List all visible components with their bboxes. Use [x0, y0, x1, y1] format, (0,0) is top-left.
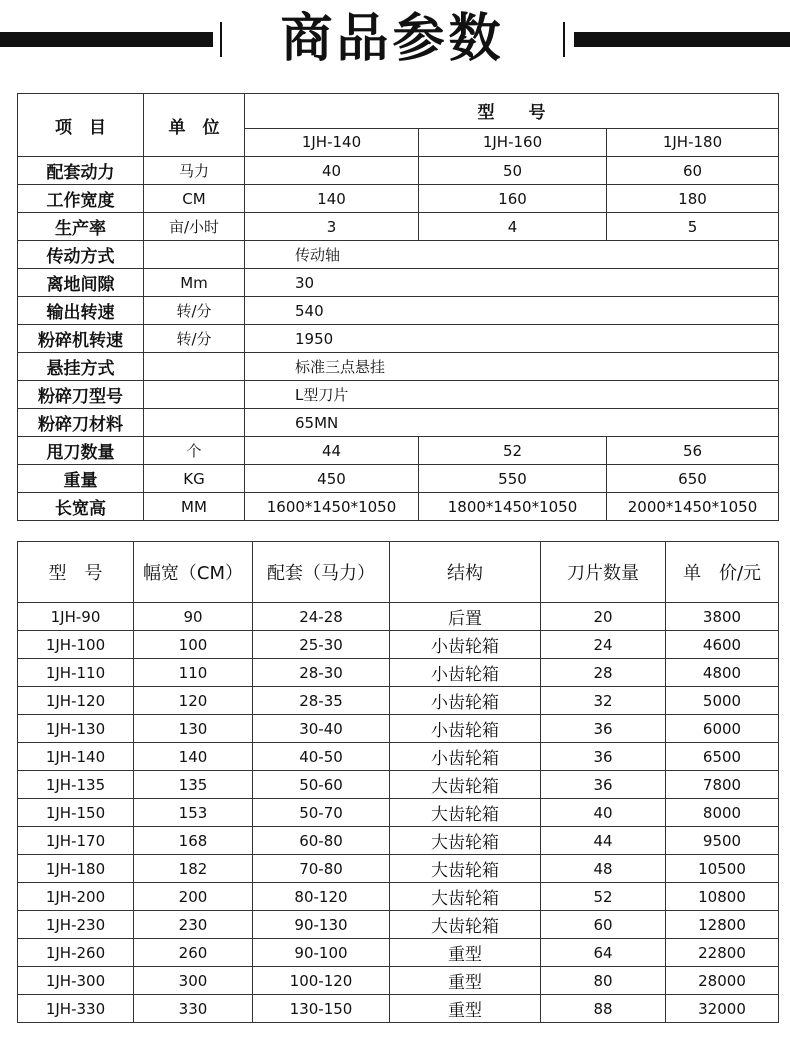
spec-value-merged: 540: [245, 297, 779, 325]
price-row: [18, 631, 779, 659]
spec-unit: MM: [144, 493, 245, 521]
price-cell: 后置: [390, 603, 541, 631]
price-cell: 10500: [666, 855, 779, 883]
price-cell: 230: [134, 911, 253, 939]
spec-value: 3: [245, 213, 419, 241]
price-row: [18, 883, 779, 911]
price-row: [18, 995, 779, 1023]
spec-value: 1600*1450*1050: [245, 493, 419, 521]
header-tick-right: [563, 22, 565, 57]
price-cell: 50-70: [253, 799, 390, 827]
price-cell: 260: [134, 939, 253, 967]
price-cell: 135: [134, 771, 253, 799]
price-cell: 大齿轮箱: [390, 827, 541, 855]
price-cell: 32: [541, 687, 666, 715]
spec-value: 2000*1450*1050: [607, 493, 779, 521]
spec-value-merged: 65MN: [245, 409, 779, 437]
spec-row: [18, 409, 779, 437]
price-row: [18, 687, 779, 715]
price-row: [18, 715, 779, 743]
price-cell: 大齿轮箱: [390, 855, 541, 883]
price-row: [18, 827, 779, 855]
price-cell: 100-120: [253, 967, 390, 995]
price-cell: 36: [541, 771, 666, 799]
spec-value: 140: [245, 185, 419, 213]
spec-value: 50: [419, 157, 607, 185]
price-cell: 小齿轮箱: [390, 687, 541, 715]
price-cell: 25-30: [253, 631, 390, 659]
spec-label: 悬挂方式: [18, 353, 144, 381]
price-cell: 32000: [666, 995, 779, 1023]
price-cell: 重型: [390, 967, 541, 995]
spec-model-header: 型 号: [245, 94, 779, 129]
price-row: [18, 743, 779, 771]
price-cell: 130: [134, 715, 253, 743]
spec-label: 粉碎机转速: [18, 325, 144, 353]
spec-label: 工作宽度: [18, 185, 144, 213]
price-cell: 130-150: [253, 995, 390, 1023]
price-cell: 6500: [666, 743, 779, 771]
price-cell: 90-130: [253, 911, 390, 939]
spec-value: 44: [245, 437, 419, 465]
price-row: [18, 771, 779, 799]
price-cell: 22800: [666, 939, 779, 967]
spec-label: 重量: [18, 465, 144, 493]
spec-header-row: [18, 94, 779, 129]
spec-unit: [144, 241, 245, 269]
price-header-row: [18, 542, 779, 603]
price-column-header: 型 号: [18, 542, 134, 603]
spec-unit: 转/分: [144, 297, 245, 325]
spec-unit: [144, 381, 245, 409]
price-cell: 168: [134, 827, 253, 855]
spec-unit: [144, 409, 245, 437]
spec-unit: Mm: [144, 269, 245, 297]
price-column-header: 幅宽（CM）: [134, 542, 253, 603]
price-cell: 90-100: [253, 939, 390, 967]
spec-label: 粉碎刀材料: [18, 409, 144, 437]
price-cell: 1JH-150: [18, 799, 134, 827]
spec-unit: CM: [144, 185, 245, 213]
price-column-header: 配套（马力）: [253, 542, 390, 603]
spec-value-merged: 传动轴: [245, 241, 779, 269]
price-cell: 120: [134, 687, 253, 715]
spec-value: 4: [419, 213, 607, 241]
spec-label: 粉碎刀型号: [18, 381, 144, 409]
spec-row: [18, 297, 779, 325]
price-cell: 4800: [666, 659, 779, 687]
price-cell: 小齿轮箱: [390, 743, 541, 771]
price-cell: 4600: [666, 631, 779, 659]
price-cell: 90: [134, 603, 253, 631]
price-cell: 1JH-180: [18, 855, 134, 883]
spec-value: 650: [607, 465, 779, 493]
spec-value: 60: [607, 157, 779, 185]
spec-row: [18, 185, 779, 213]
spec-model-3: 1JH-180: [607, 128, 779, 156]
price-cell: 30-40: [253, 715, 390, 743]
spec-row: [18, 157, 779, 185]
price-cell: 182: [134, 855, 253, 883]
price-cell: 100: [134, 631, 253, 659]
price-cell: 40-50: [253, 743, 390, 771]
price-cell: 大齿轮箱: [390, 911, 541, 939]
price-cell: 大齿轮箱: [390, 883, 541, 911]
price-cell: 20: [541, 603, 666, 631]
price-cell: 50-60: [253, 771, 390, 799]
price-cell: 52: [541, 883, 666, 911]
price-cell: 28: [541, 659, 666, 687]
price-cell: 3800: [666, 603, 779, 631]
spec-value: 40: [245, 157, 419, 185]
price-cell: 1JH-90: [18, 603, 134, 631]
price-cell: 44: [541, 827, 666, 855]
price-column-header: 结构: [390, 542, 541, 603]
spec-model-2: 1JH-160: [419, 128, 607, 156]
spec-label: 甩刀数量: [18, 437, 144, 465]
spec-unit: 亩/小时: [144, 213, 245, 241]
price-row: [18, 939, 779, 967]
spec-value-merged: 标准三点悬挂: [245, 353, 779, 381]
price-cell: 小齿轮箱: [390, 631, 541, 659]
spec-unit: 个: [144, 437, 245, 465]
price-cell: 28-35: [253, 687, 390, 715]
price-cell: 5000: [666, 687, 779, 715]
spec-row: [18, 465, 779, 493]
price-cell: 1JH-135: [18, 771, 134, 799]
spec-unit: 马力: [144, 157, 245, 185]
price-cell: 36: [541, 743, 666, 771]
spec-value: 550: [419, 465, 607, 493]
price-cell: 330: [134, 995, 253, 1023]
header-bar-right: [574, 32, 790, 47]
price-cell: 140: [134, 743, 253, 771]
spec-row: [18, 493, 779, 521]
price-column-header: 单 价/元: [666, 542, 779, 603]
spec-value: 52: [419, 437, 607, 465]
price-cell: 40: [541, 799, 666, 827]
price-cell: 1JH-330: [18, 995, 134, 1023]
page-header: [0, 0, 790, 80]
price-column-header: 刀片数量: [541, 542, 666, 603]
price-cell: 8000: [666, 799, 779, 827]
price-cell: 88: [541, 995, 666, 1023]
price-cell: 28-30: [253, 659, 390, 687]
spec-label: 输出转速: [18, 297, 144, 325]
price-row: [18, 603, 779, 631]
price-cell: 200: [134, 883, 253, 911]
spec-value-merged: 1950: [245, 325, 779, 353]
price-cell: 110: [134, 659, 253, 687]
spec-value-merged: 30: [245, 269, 779, 297]
spec-label: 传动方式: [18, 241, 144, 269]
price-cell: 重型: [390, 995, 541, 1023]
price-cell: 12800: [666, 911, 779, 939]
spec-row: [18, 437, 779, 465]
spec-row: [18, 269, 779, 297]
price-cell: 1JH-120: [18, 687, 134, 715]
spec-unit-header: 单 位: [144, 94, 245, 157]
price-row: [18, 911, 779, 939]
spec-value-merged: L型刀片: [245, 381, 779, 409]
price-cell: 1JH-100: [18, 631, 134, 659]
spec-label: 生产率: [18, 213, 144, 241]
price-cell: 10800: [666, 883, 779, 911]
price-cell: 1JH-260: [18, 939, 134, 967]
spec-label: 长宽高: [18, 493, 144, 521]
spec-row: [18, 381, 779, 409]
price-cell: 1JH-140: [18, 743, 134, 771]
spec-value: 5: [607, 213, 779, 241]
spec-row: [18, 213, 779, 241]
spec-value: 160: [419, 185, 607, 213]
price-row: [18, 799, 779, 827]
price-cell: 1JH-130: [18, 715, 134, 743]
spec-model-1: 1JH-140: [245, 128, 419, 156]
spec-row: [18, 241, 779, 269]
price-cell: 80-120: [253, 883, 390, 911]
price-cell: 7800: [666, 771, 779, 799]
price-cell: 1JH-200: [18, 883, 134, 911]
spec-unit: KG: [144, 465, 245, 493]
price-cell: 28000: [666, 967, 779, 995]
header-bar-left: [0, 32, 213, 47]
price-cell: 小齿轮箱: [390, 659, 541, 687]
price-cell: 48: [541, 855, 666, 883]
price-cell: 重型: [390, 939, 541, 967]
price-cell: 64: [541, 939, 666, 967]
price-cell: 大齿轮箱: [390, 799, 541, 827]
price-cell: 60-80: [253, 827, 390, 855]
spec-unit: 转/分: [144, 325, 245, 353]
price-cell: 大齿轮箱: [390, 771, 541, 799]
spec-value: 1800*1450*1050: [419, 493, 607, 521]
spec-value: 180: [607, 185, 779, 213]
price-cell: 6000: [666, 715, 779, 743]
price-cell: 24-28: [253, 603, 390, 631]
price-row: [18, 967, 779, 995]
spec-table: [17, 93, 779, 521]
page-title: 商品参数: [280, 9, 505, 69]
spec-label: 配套动力: [18, 157, 144, 185]
price-cell: 24: [541, 631, 666, 659]
spec-row: [18, 325, 779, 353]
price-cell: 300: [134, 967, 253, 995]
price-cell: 153: [134, 799, 253, 827]
spec-item-header: 项 目: [18, 94, 144, 157]
spec-value: 56: [607, 437, 779, 465]
spec-label: 离地间隙: [18, 269, 144, 297]
price-cell: 小齿轮箱: [390, 715, 541, 743]
spec-row: [18, 353, 779, 381]
spec-value: 450: [245, 465, 419, 493]
price-table: [17, 541, 779, 1023]
price-cell: 60: [541, 911, 666, 939]
spec-unit: [144, 353, 245, 381]
price-cell: 9500: [666, 827, 779, 855]
price-cell: 80: [541, 967, 666, 995]
price-row: [18, 659, 779, 687]
price-cell: 1JH-230: [18, 911, 134, 939]
price-cell: 36: [541, 715, 666, 743]
price-cell: 1JH-300: [18, 967, 134, 995]
price-cell: 1JH-170: [18, 827, 134, 855]
price-cell: 1JH-110: [18, 659, 134, 687]
price-cell: 70-80: [253, 855, 390, 883]
price-row: [18, 855, 779, 883]
